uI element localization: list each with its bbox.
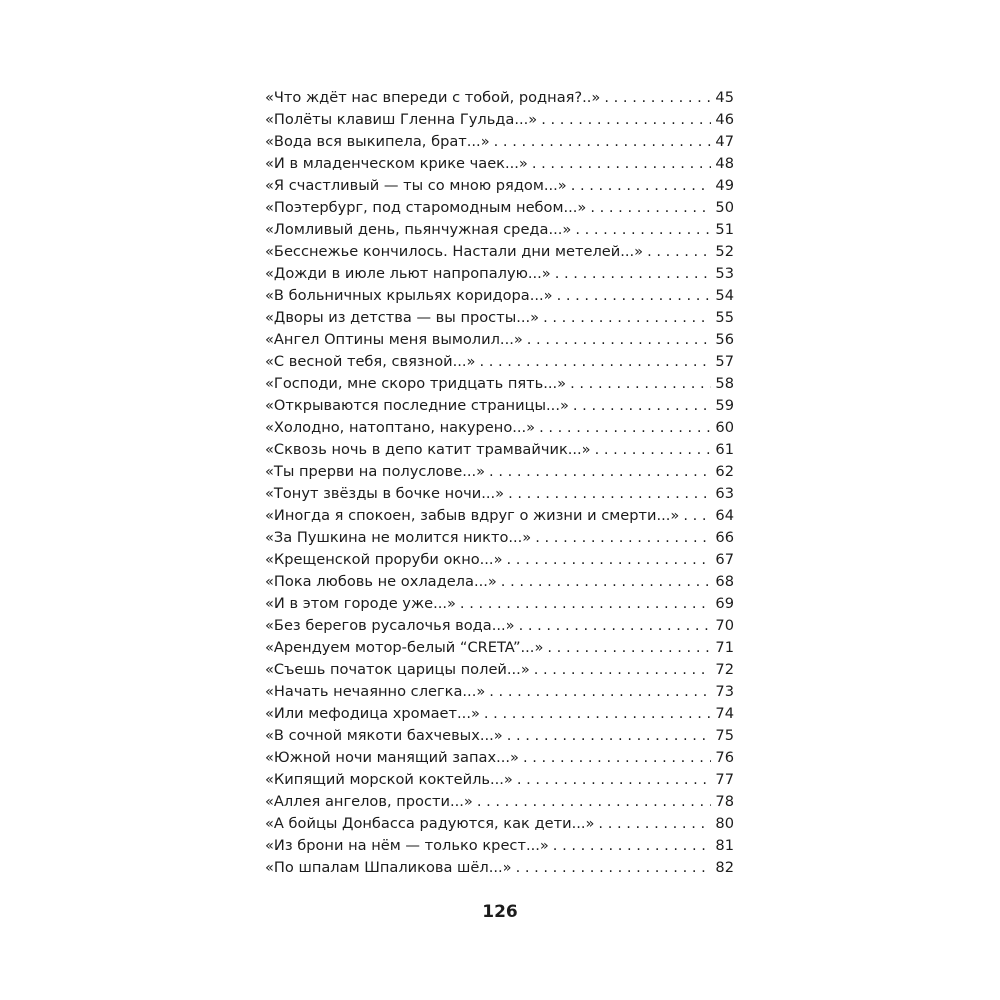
dot-leader (489, 681, 711, 703)
dot-leader (484, 703, 712, 725)
toc-entry-title: «И в этом городе уже...» (265, 595, 456, 612)
dot-leader (598, 813, 711, 835)
dot-leader (460, 593, 712, 615)
toc-entry (265, 703, 734, 725)
dot-leader (523, 747, 711, 769)
toc-entry (265, 373, 734, 395)
toc-entry-title: «В больничных крыльях коридора...» (265, 287, 553, 304)
toc-entry (265, 527, 734, 549)
toc-entry (265, 835, 734, 857)
toc-entry-title: «И в младенческом крике чаек...» (265, 155, 528, 172)
toc-entry-page-number: 47 (715, 133, 734, 150)
toc-entry-title: «Съешь початок царицы полей...» (265, 661, 530, 678)
toc-entry (265, 483, 734, 505)
toc-entry-title: «Холодно, натоптано, накурено...» (265, 419, 536, 436)
toc-entry-title: «Тонут звёзды в бочке ночи...» (265, 485, 505, 502)
toc-entry (265, 637, 734, 659)
toc-entry-page-number: 74 (715, 705, 734, 722)
toc-entry (265, 439, 734, 461)
dot-leader (494, 131, 712, 153)
toc-entry-title: «Начать нечаянно слегка...» (265, 683, 486, 700)
toc-entry-title: «Ты прерви на полуслове...» (265, 463, 486, 480)
toc-entry-title: «Ломливый день, пьянчужная среда...» (265, 221, 572, 238)
toc-entry-page-number: 67 (715, 551, 734, 568)
toc-entry-page-number: 72 (715, 661, 734, 678)
toc-entry-title: «Открываются последние страницы...» (265, 397, 569, 414)
page-number: 126 (482, 902, 518, 922)
toc-entry (265, 725, 734, 747)
dot-leader (575, 219, 711, 241)
toc-entry (265, 307, 734, 329)
toc-entry (265, 791, 734, 813)
dot-leader (501, 571, 712, 593)
toc-entry (265, 417, 734, 439)
toc-entry-page-number: 70 (715, 617, 734, 634)
toc-entry (265, 219, 734, 241)
toc-entry-title: «С весной тебя, связной...» (265, 353, 476, 370)
dot-leader (535, 527, 711, 549)
dot-leader (541, 109, 711, 131)
toc-entry-page-number: 50 (715, 199, 734, 216)
toc-entry-title: «Что ждёт нас впереди с тобой, родная?..» (265, 89, 601, 106)
toc-entry-title: «Арендуем мотор-белый “CRETA”...» (265, 639, 544, 656)
dot-leader (683, 505, 711, 527)
toc-entry-page-number: 73 (715, 683, 734, 700)
toc-entry-title: «Аллея ангелов, прости...» (265, 793, 473, 810)
toc-entry-page-number: 48 (715, 155, 734, 172)
toc-entry-page-number: 51 (715, 221, 734, 238)
toc-entry (265, 615, 734, 637)
dot-leader (477, 791, 712, 813)
toc-entry-title: «Из брони на нём — только крест...» (265, 837, 549, 854)
toc-entry-page-number: 69 (715, 595, 734, 612)
dot-leader (557, 285, 712, 307)
toc-entry-title: «Бесснежье кончилось. Настали дни метелей...» (265, 243, 644, 260)
toc-entry (265, 197, 734, 219)
toc-entry-title: «В сочной мякоти бахчевых...» (265, 727, 503, 744)
toc-entry-page-number: 59 (715, 397, 734, 414)
dot-leader (519, 615, 712, 637)
toc-entry (265, 131, 734, 153)
toc-entry (265, 747, 734, 769)
toc-entry-page-number: 54 (715, 287, 734, 304)
toc-entry (265, 571, 734, 593)
toc-entry-page-number: 60 (715, 419, 734, 436)
toc-entry-title: «Иногда я спокоен, забыв вдруг о жизни и смерти...» (265, 507, 680, 524)
toc-entry-page-number: 62 (715, 463, 734, 480)
toc-entry-page-number: 55 (715, 309, 734, 326)
toc-entry-title: «Южной ночи манящий запах...» (265, 749, 519, 766)
toc-entry-page-number: 46 (715, 111, 734, 128)
toc-entry-page-number: 57 (715, 353, 734, 370)
toc-entry-page-number: 78 (715, 793, 734, 810)
toc-entry-page-number: 77 (715, 771, 734, 788)
toc-entry-title: «За Пушкина не молится никто...» (265, 529, 532, 546)
toc-entry (265, 813, 734, 835)
toc-entry-title: «Я счастливый — ты со мною рядом...» (265, 177, 567, 194)
toc-entry (265, 285, 734, 307)
toc-entry (265, 593, 734, 615)
dot-leader (604, 87, 711, 109)
toc-entry (265, 153, 734, 175)
toc-entry-page-number: 58 (715, 375, 734, 392)
toc-entry (265, 109, 734, 131)
toc-entry-title: «А бойцы Донбасса радуются, как дети...» (265, 815, 595, 832)
dot-leader (507, 549, 712, 571)
toc-entry (265, 549, 734, 571)
toc-entry (265, 461, 734, 483)
toc-entry (265, 263, 734, 285)
toc-entry-title: «Крещенской проруби окно...» (265, 551, 503, 568)
toc-entry-title: «Сквозь ночь в депо катит трамвайчик...» (265, 441, 591, 458)
toc-entry-page-number: 71 (715, 639, 734, 656)
dot-leader (479, 351, 711, 373)
toc-entry-page-number: 68 (715, 573, 734, 590)
toc-entry-page-number: 80 (715, 815, 734, 832)
toc-entry (265, 175, 734, 197)
dot-leader (570, 373, 711, 395)
toc-entry-title: «Полёты клавиш Гленна Гульда...» (265, 111, 538, 128)
dot-leader (539, 417, 711, 439)
toc-entry-title: «Дожди в июле льют напропалую...» (265, 265, 551, 282)
toc-entry (265, 351, 734, 373)
toc-entry (265, 769, 734, 791)
toc-entry-page-number: 52 (715, 243, 734, 260)
dot-leader (516, 857, 712, 879)
dot-leader (571, 175, 712, 197)
toc-entry (265, 87, 734, 109)
dot-leader (573, 395, 712, 417)
toc-entry-title: «Вода вся выкипела, брат...» (265, 133, 490, 150)
toc-entry-title: «Поэтербург, под старомодным небом...» (265, 199, 587, 216)
dot-leader (647, 241, 711, 263)
dot-leader (534, 659, 712, 681)
toc-entry-page-number: 56 (715, 331, 734, 348)
dot-leader (553, 835, 712, 857)
dot-leader (543, 307, 711, 329)
toc-entry-page-number: 82 (715, 859, 734, 876)
dot-leader (595, 439, 712, 461)
toc-entry-title: «По шпалам Шпаликова шёл...» (265, 859, 512, 876)
dot-leader (532, 153, 712, 175)
toc-entry-title: «Господи, мне скоро тридцать пять...» (265, 375, 567, 392)
toc-entry (265, 659, 734, 681)
toc-entry-page-number: 75 (715, 727, 734, 744)
dot-leader (489, 461, 711, 483)
dot-leader (590, 197, 711, 219)
toc-entry-title: «Пока любовь не охладела...» (265, 573, 497, 590)
toc-entry-title: «Ангел Оптины меня вымолил...» (265, 331, 523, 348)
toc-entry (265, 395, 734, 417)
toc-entry-page-number: 49 (715, 177, 734, 194)
dot-leader (507, 725, 712, 747)
toc-entry-page-number: 45 (715, 89, 734, 106)
toc-entry-title: «Кипящий морской коктейль...» (265, 771, 513, 788)
dot-leader (527, 329, 712, 351)
toc-entry-title: «Без берегов русалочья вода...» (265, 617, 515, 634)
dot-leader (547, 637, 711, 659)
toc-entry (265, 505, 734, 527)
toc-entry-page-number: 81 (715, 837, 734, 854)
toc-entry-page-number: 53 (715, 265, 734, 282)
dot-leader (508, 483, 711, 505)
toc-entry-page-number: 61 (715, 441, 734, 458)
toc-entry-page-number: 63 (715, 485, 734, 502)
toc-entry-title: «Или мефодица хромает...» (265, 705, 480, 722)
toc-entry (265, 329, 734, 351)
toc-entry (265, 857, 734, 879)
dot-leader (555, 263, 712, 285)
toc-entry-title: «Дворы из детства — вы просты...» (265, 309, 540, 326)
toc-entry-page-number: 66 (715, 529, 734, 546)
toc-entry (265, 681, 734, 703)
table-of-contents (265, 87, 734, 879)
dot-leader (517, 769, 712, 791)
toc-entry-page-number: 76 (715, 749, 734, 766)
toc-entry-page-number: 64 (715, 507, 734, 524)
toc-entry (265, 241, 734, 263)
